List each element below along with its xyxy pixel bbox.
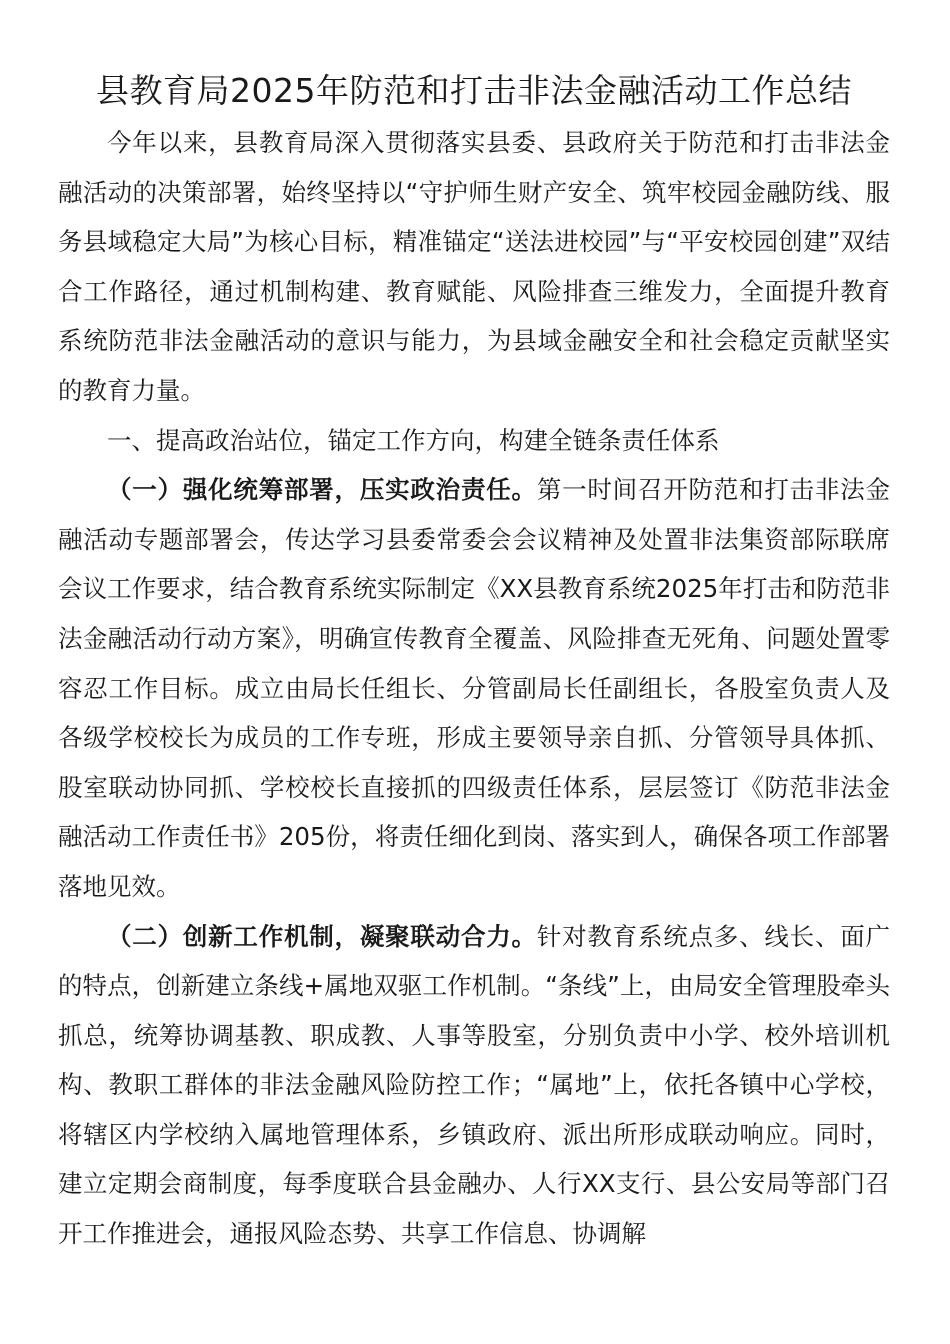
item-lead: （二）创新工作机制，凝聚联动合力。 [107,921,537,951]
item-body: 第一时间召开防范和打击非法金融活动专题部署会，传达学习县委常委会会议精神及处置非法集资部际联席会议工作要求，结合教育系统实际制定《XX县教育系统2025年打击和防范非法金融活动行动方案》，明确宣传教育全覆盖、风险排查无死角、问题处置零容忍工作目标。成立由局长任组长、分管副局长任副组长，各股室负责人及各级学校校长为成员的工作专班，形成主要领导亲自抓、分管领导具体抓、股室联动协同抓、学校校长直接抓的四级责任体系，层层签订《防范非法金融活动工作责任书》205份，将责任细化到岗、落实到人，确保各项工作部署落地见效。 [58,475,891,901]
section-item-paragraph [58,912,890,1259]
item-lead: （一）强化统筹部署，压实政治责任。 [107,475,537,505]
item-body: 针对教育系统点多、线长、面广的特点，创新建立条线+属地双驱工作机制。“条线”上，由局安全管理股牵头抓总，统筹协调基教、职成教、人事等股室，分别负责中小学、校外培训机构、教职工群体的非法金融风险防控工作；“属地”上，依托各镇中心学校，将辖区内学校纳入属地管理体系，乡镇政府、派出所形成联动响应。同时，建立定期会商制度，每季度联合县金融办、人行XX支行、县公安局等部门召开工作推进会，通报风险态势、共享工作信息、协调解 [58,921,891,1249]
document-title: 县教育局2025年防范和打击非法金融活动工作总结 [96,71,852,110]
section-item-paragraph [58,465,890,911]
intro-paragraph: 今年以来，县教育局深入贯彻落实县委、县政府关于防范和打击非法金融活动的决策部署，始终坚持以“守护师生财产安全、筑牢校园金融防线、服务县域稳定大局”为核心目标，精准锚定“送法进校园”与“平安校园创建”双结合工作路径，通过机制构建、教育赋能、风险排查三维发力，全面提升教育系统防范非法金融活动的意识与能力，为县域金融安全和社会稳定贡献坚实的教育力量。 [58,128,890,405]
section-heading: 一、提高政治站位，锚定工作方向，构建全链条责任体系 [107,425,720,455]
